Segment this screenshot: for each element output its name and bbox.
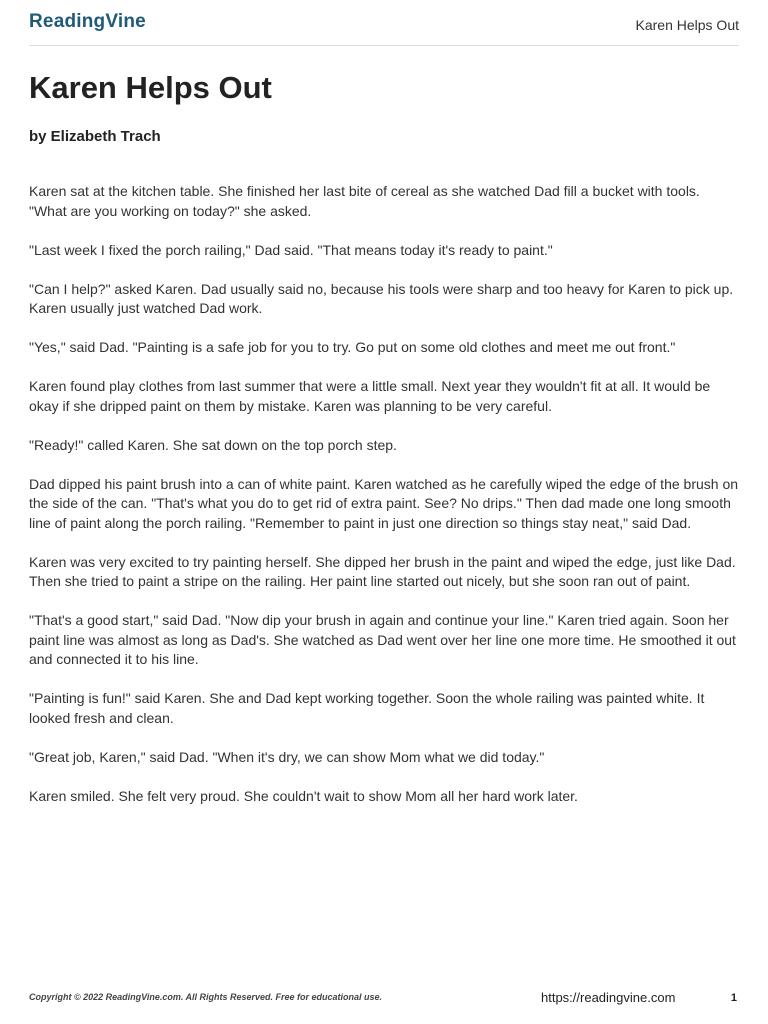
paragraph: Karen sat at the kitchen table. She finished her last bite of cereal as she watched Dad fill a bucket with tools. "What are you working on today?" she asked.	[29, 183, 700, 219]
readingvine-logo[interactable]: ReadingVine	[29, 11, 146, 32]
paragraph: Dad dipped his paint brush into a can of white paint. Karen watched as he carefully wiped the edge of the brush on the side of the can. "That's what you do to get rid of extra paint. See? No drips." Then dad made one long smooth line of paint along the porch railing. "Remember to paint in just one direction so things stay neat," said Dad.	[29, 475, 739, 531]
paragraph: Karen was very excited to try painting herself. She dipped her brush in the paint and wiped the edge, just like Dad. Then she tried to paint a stripe on the railing. Her paint line started out nicely, but she soon ran out of paint.	[29, 553, 736, 589]
page-title: Karen Helps Out	[29, 70, 272, 105]
paragraph: Karen found play clothes from last summer that were a little small. Next year they wouldn't fit at all. It would be okay if she dripped paint on them by mistake. Karen was planning to be very careful.	[29, 378, 711, 414]
header-title: Karen Helps Out	[635, 17, 739, 33]
footer-url-link[interactable]: https://readingvine.com	[541, 990, 676, 1005]
paragraph: "That's a good start," said Dad. "Now dip your brush in again and continue your line." Karen tried again. Soon her paint line was almost as long as Dad's. She watched as Dad went over her line one more time. He smoothed it out and connected it to his line.	[29, 612, 736, 667]
paragraph: "Painting is fun!" said Karen. She and Dad kept working together. Soon the whole railing was painted white. It looked fresh and clean.	[29, 690, 705, 726]
paragraph: Karen smiled. She felt very proud. She couldn't wait to show Mom all her hard work later.	[29, 787, 578, 804]
page-header	[29, 0, 739, 46]
paragraph: "Great job, Karen," said Dad. "When it's dry, we can show Mom what we did today."	[29, 748, 545, 765]
paragraph: "Can I help?" asked Karen. Dad usually said no, because his tools were sharp and too heavy for Karen to pick up. Karen usually just watched Dad work.	[29, 280, 734, 316]
paragraph: "Ready!" called Karen. She sat down on the top porch step.	[29, 436, 397, 453]
paragraph: "Last week I fixed the porch railing," Dad said. "That means today it's ready to paint."	[29, 241, 553, 258]
story-body	[29, 182, 741, 826]
paragraph: "Yes," said Dad. "Painting is a safe job for you to try. Go put on some old clothes and meet me out front."	[29, 339, 676, 355]
copyright-notice: Copyright © 2022 ReadingVine.com. All Rights Reserved. Free for educational use.	[29, 992, 383, 1002]
author-byline: by Elizabeth Trach	[29, 128, 161, 145]
page-number: 1	[730, 992, 737, 1004]
